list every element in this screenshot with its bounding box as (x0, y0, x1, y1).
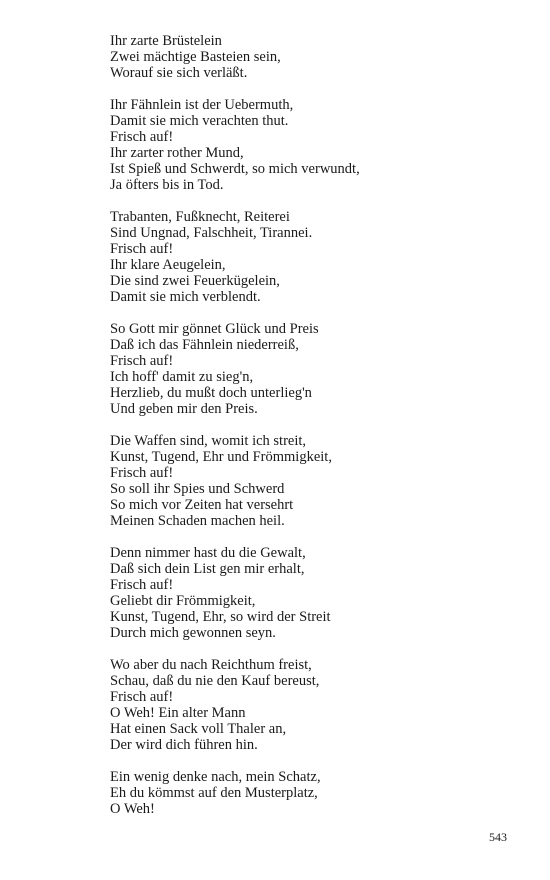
poem-line: Sind Ungnad, Falschheit, Tirannei. (110, 225, 313, 241)
poem-line: Durch mich gewonnen seyn. (110, 625, 276, 641)
poem-line: Schau, daß du nie den Kauf bereust, (110, 673, 320, 689)
stanza (110, 209, 510, 305)
poem-line: Und geben mir den Preis. (110, 401, 258, 417)
poem-line: Hat einen Sack voll Thaler an, (110, 721, 287, 737)
stanza (110, 33, 510, 81)
poem-line: Geliebt dir Frömmigkeit, (110, 593, 256, 609)
poem-line: Ja öfters bis in Tod. (110, 177, 224, 193)
poem-line: O Weh! Ein alter Mann (110, 705, 246, 721)
poem-line: Worauf sie sich verläßt. (110, 65, 248, 81)
stanza (110, 769, 510, 817)
poem-line: Frisch auf! (110, 241, 174, 257)
poem-line: Kunst, Tugend, Ehr, so wird der Streit (110, 609, 331, 625)
poem-line: Damit sie mich verblendt. (110, 289, 261, 305)
poem-line: O Weh! (110, 801, 155, 817)
poem-line: Meinen Schaden machen heil. (110, 513, 285, 529)
poem-line: Ist Spieß und Schwerdt, so mich verwundt, (110, 161, 360, 177)
poem-line: Wo aber du nach Reichthum freist, (110, 657, 312, 673)
poem-line: Ihr zarter rother Mund, (110, 145, 244, 161)
stanza (110, 321, 510, 417)
poem-line: Ihr zarte Brüstelein (110, 33, 222, 49)
poem-line: Denn nimmer hast du die Gewalt, (110, 545, 306, 561)
poem-line: Herzlieb, du mußt doch unterlieg'n (110, 385, 312, 401)
poem-line: Ein wenig denke nach, mein Schatz, (110, 769, 321, 785)
poem-line: Ihr klare Aeugelein, (110, 257, 226, 273)
poem-line: So soll ihr Spies und Schwerd (110, 481, 285, 497)
poem-line: Damit sie mich verachten thut. (110, 113, 289, 129)
poem-line: Daß ich das Fähnlein niederreiß, (110, 337, 299, 353)
poem-line: Frisch auf! (110, 129, 174, 145)
poem-line: Der wird dich führen hin. (110, 737, 258, 753)
poem-line: Frisch auf! (110, 353, 174, 369)
poem-line: Frisch auf! (110, 465, 174, 481)
poem-line: Frisch auf! (110, 689, 174, 705)
stanza (110, 97, 510, 193)
poem-line: Eh du kömmst auf den Musterplatz, (110, 785, 318, 801)
stanza (110, 545, 510, 641)
poem-line: So mich vor Zeiten hat versehrt (110, 497, 294, 513)
poem-line: Ihr Fähnlein ist der Uebermuth, (110, 97, 294, 113)
poem-line: Kunst, Tugend, Ehr und Frömmigkeit, (110, 449, 332, 465)
page-number: 543 (489, 830, 507, 844)
stanza (110, 657, 510, 753)
poem-line: So Gott mir gönnet Glück und Preis (110, 321, 319, 337)
poem-line: Ich hoff' damit zu sieg'n, (110, 369, 254, 385)
poem-line: Zwei mächtige Basteien sein, (110, 49, 281, 65)
poem-text (110, 33, 510, 833)
poem-line: Trabanten, Fußknecht, Reiterei (110, 209, 290, 225)
stanza (110, 433, 510, 529)
poem-line: Die Waffen sind, womit ich streit, (110, 433, 307, 449)
poem-line: Die sind zwei Feuerkügelein, (110, 273, 280, 289)
poem-line: Daß sich dein List gen mir erhalt, (110, 561, 305, 577)
poem-line: Frisch auf! (110, 577, 174, 593)
